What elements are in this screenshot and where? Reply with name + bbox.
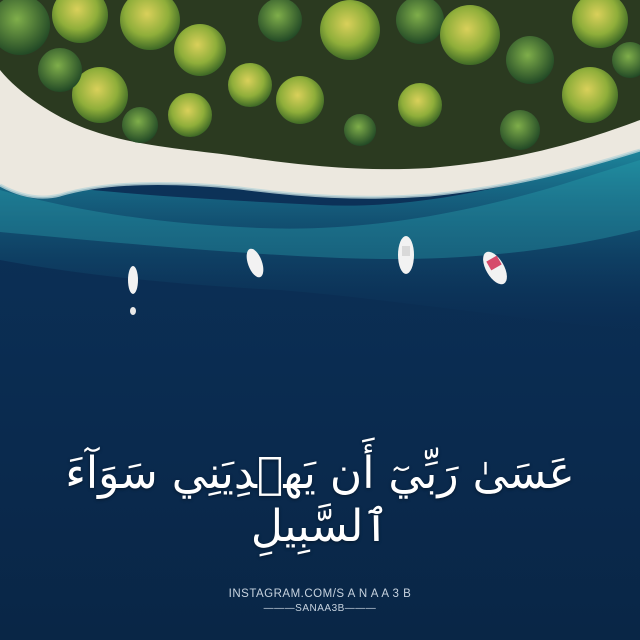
handle-credit: ———SANAA3B——— xyxy=(263,603,377,614)
quran-verse-text: عَسَىٰ رَبِّيٓ أَن يَهۡدِيَنِي سَوَآءَ ٱلسَّبِيلِ xyxy=(65,448,575,552)
instagram-credit: INSTAGRAM.COM/S A N A A 3 B xyxy=(228,588,412,600)
